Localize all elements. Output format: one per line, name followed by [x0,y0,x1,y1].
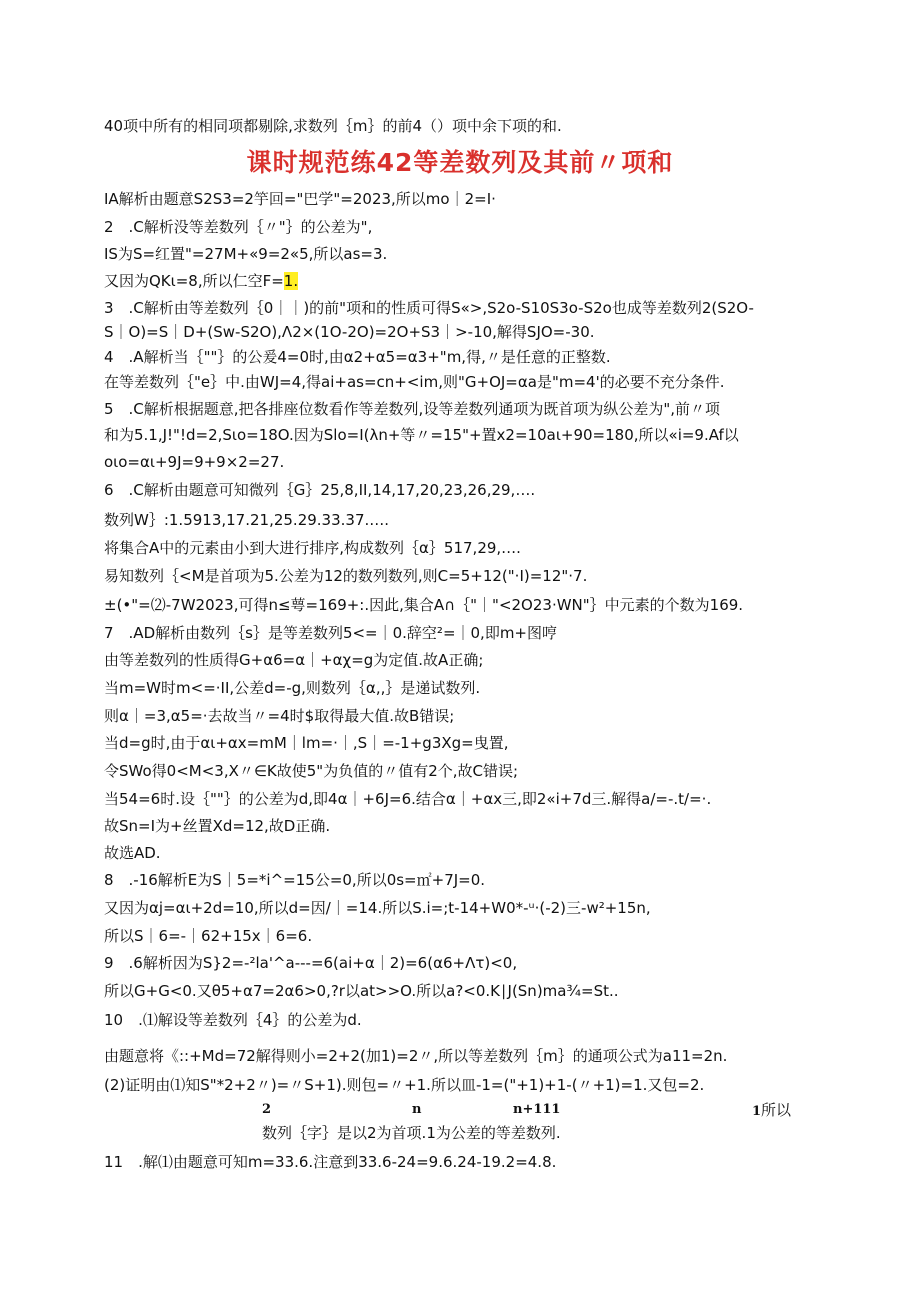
answer-line-29: 9 .6解析因为S}2=-²la'^a---=6(ai+α｜2)=6(α6+Λτ)<0, [104,954,518,972]
answer-line-31: 10 .⑴解设等差数列｛4｝的公差为d. [104,1011,362,1029]
answer-line-8: 在等差数列｛"e｝中.由WJ=4,得ai+as=cn+<im,则"G+OJ=αa是"m=4'的必要不充分条件. [104,373,725,391]
answer-line-28: 所以S｜6=-｜62+15x｜6=6. [104,927,313,945]
answer-line-21: 当d=g时,由于αι+αx=mM｜lm=·｜,S｜=-1+g3Xg=曳置, [104,734,509,752]
answer-line-4 [104,271,824,291]
page-title: 课时规范练42等差数列及其前〃项和 [246,148,674,177]
lead-line: 40项中所有的相同项都剔除,求数列｛m｝的前4（）项中余下项的和. [104,117,562,135]
answer-line-15: 易知数列｛<M是首项为5.公差为12的数列数列,则C=5+12("·I)=12"·7. [104,567,588,585]
answer-line-33: (2)证明由⑴知S"*2+2〃)=〃S+1).则包=〃+1.所以皿-1=("+1)+1-(〃+1)=1.又包=2. [104,1076,705,1094]
answer-line-35: 11 .解⑴由题意可知m=33.6.注意到33.6-24=9.6.24-19.2=4.8. [104,1153,557,1171]
answer-line-2: 2 .C解析没等差数列｛〃"｝的公差为", [104,218,373,236]
answer-line-18: 由等差数列的性质得G+α6=α｜+αχ=g为定值.故A正确; [104,651,484,669]
answer-line-22: 令SWo得0<M<3,X〃∈K故使5"为负值的〃值有2个,故C错误; [104,762,519,780]
fraction-tail-text: 所以 [761,1101,792,1119]
answer-line-23: 当54=6时.设｛""｝的公差为d,即4α｜+6J=6.结合α｜+αx三,即2«i+7d三.解得a/=-.t∕=·. [104,790,712,808]
highlighted-value: 1. [283,272,299,290]
answer-line-17: 7 .AD解析由数列｛s｝是等差数列5<=｜0.辞空²=｜0,即m+图哼 [104,624,558,642]
answer-line-10: 和为5.1,J!"!d=2,Sιo=18O.因为Slo=I(λn+等〃=15"+置x2=10aι+90=180,所以«i=9.Af以 [104,426,739,444]
answer-line-26: 8 .-16解析E为S｜5=*i^=15公=0,所以0s=㎡+7J=0. [104,871,486,889]
answer-line-34: 数列｛字｝是以2为首项.1为公差的等差数列. [262,1124,561,1142]
answer-line-13: 数列W｝:1.5913,17.21,25.29.33.37.…. [104,511,390,529]
answer-line-7: 4 .A解析当｛""｝的公爰4=0时,由α2+α5=α3+"m,得,〃是任意的正整数. [104,348,611,366]
fraction-part-a: 2 [262,1102,272,1117]
answer-line-27: 又因为αj=αι+2d=10,所以d=因/｜=14.所以S.i=;t-14+W0*-ᵘ·(-2)三-w²+15n, [104,899,651,917]
answer-line-16: ±(•"=⑵-7W2023,可得n≤萼=169+:.因此,集合A∩｛"｜"<2O23·WN"｝中元素的个数为169. [104,596,744,614]
answer-line-11: oιo=αι+9J=9+9×2=27. [104,453,285,471]
answer-line-30: 所以G+G<0.又θ5+α7=2α6>0,?r以at>>O.所以a?<0.K∣J(Sn)ma¾=St.. [104,982,619,1000]
answer-line-20: 则α｜=3,α5=·去故当〃=4时$取得最大值.故B错误; [104,707,455,725]
fraction-part-c: n+111 [513,1102,561,1117]
fraction-part-d: 1 [752,1104,762,1119]
answer-line-1: IA解析由题意S2S3=2竽回="巴学"=2023,所以mo｜2=I· [104,190,496,208]
fraction-part-b: n [412,1102,422,1117]
answer-line-5: 3 .C解析由等差数列｛0｜｜)的前"项和的性质可得S«>,S2o-S10S3o-S2o也成等差数列2(S2O- [104,299,754,317]
answer-line-32: 由题意将《::+Md=72解得则小=2+2(加1)=2〃,所以等差数列｛m｝的通项公式为a11=2n. [104,1047,728,1065]
answer-line-24: 故Sn=I为+丝置Xd=12,故D正确. [104,817,331,835]
answer-line-19: 当m=W时m<=·II,公差d=-g,则数列｛α,,｝是递试数列. [104,679,481,697]
answer-line-12: 6 .C解析由题意可知微列｛G｝25,8,II,14,17,20,23,26,29,…. [104,481,536,499]
answer-line-14: 将集合A中的元素由小到大进行排序,构成数列｛α｝517,29,…. [104,539,521,557]
fraction-tail [752,1100,791,1122]
answer-line-4-text: 又因为QKι=8,所以仁空F= [104,272,284,290]
answer-line-3: IS为S=红置"=27M+«9=2«5,所以as=3. [104,245,388,263]
answer-line-9: 5 .C解析根据题意,把各排座位数看作等差数列,设等差数列通项为既首项为纵公差为",前〃项 [104,400,720,418]
answer-line-25: 故选AD. [104,844,161,862]
answer-line-6: S｜O)=S｜D+(Sw-S2O),Λ2×(1O-2O)=2O+S3｜>-10,解得SJO=-30. [104,323,595,341]
